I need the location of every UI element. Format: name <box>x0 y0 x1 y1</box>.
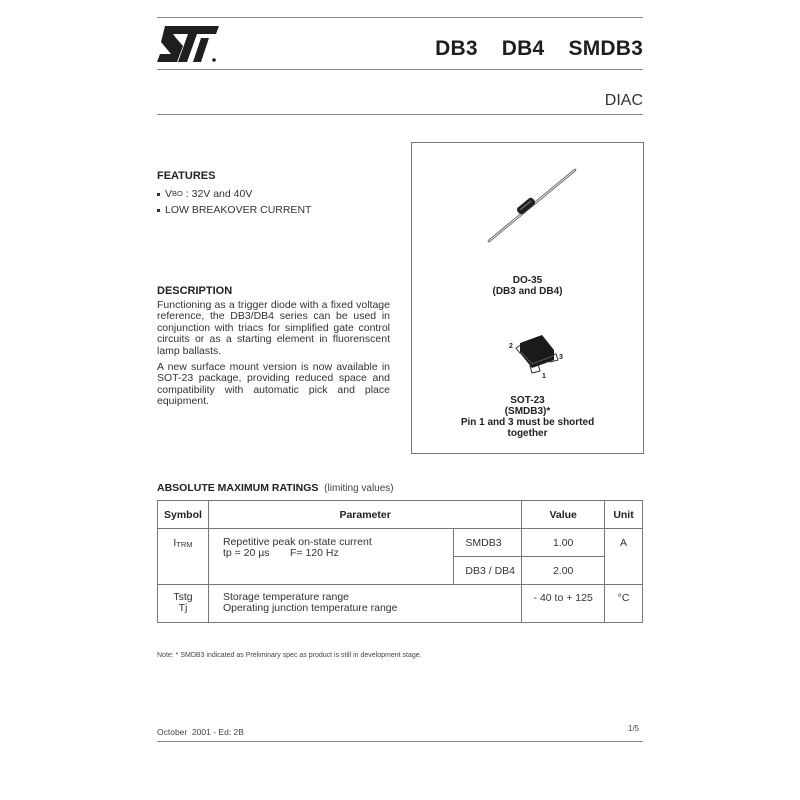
value-cell: 2.00 <box>522 557 605 585</box>
column-header-value: Value <box>522 501 605 529</box>
feature-vbo-text: : 32V and 40V <box>182 188 253 200</box>
parameter-line: tp = 20 µs F= 120 Hz <box>222 547 339 559</box>
sot23-caption-line: SOT-23 <box>510 395 545 406</box>
parameter-cell <box>208 585 521 623</box>
st-logo <box>157 24 225 64</box>
symbol-main: I <box>173 537 177 549</box>
do35-diode-icon <box>482 163 582 248</box>
features-heading: FEATURES <box>157 170 216 182</box>
preliminary-note: Note: * SMDB3 indicated as Preliminary spec as product is still in development stage. <box>157 652 422 659</box>
sot23-caption-line: together <box>507 428 548 439</box>
ratings-heading-row <box>157 482 394 494</box>
sot23-caption <box>412 395 643 439</box>
description-heading: DESCRIPTION <box>157 285 233 297</box>
table-row <box>158 585 643 623</box>
ratings-table <box>157 500 643 623</box>
bullet-icon <box>157 193 160 196</box>
unit-cell: °C <box>605 585 643 623</box>
value-cell: - 40 to + 125 <box>522 585 605 623</box>
ratings-heading: ABSOLUTE MAXIMUM RATINGS <box>157 482 319 494</box>
bullet-icon <box>157 209 160 212</box>
footer-rule <box>157 741 643 742</box>
table-row <box>158 529 643 557</box>
sot23-caption-line: (SMDB3)* <box>504 406 551 417</box>
feature-vbo-subscript: BO <box>172 189 183 198</box>
document-subtitle: DIAC <box>604 92 643 109</box>
sot23-caption-line: Pin 1 and 3 must be shorted <box>460 417 595 428</box>
st-logo-icon <box>157 24 225 64</box>
feature-text: LOW BREAKOVER CURRENT <box>165 204 312 216</box>
table-header-row <box>158 501 643 529</box>
feature-vbo-symbol: V <box>165 188 173 200</box>
pin-2-label: 2 <box>509 343 513 350</box>
do35-caption <box>412 275 643 297</box>
value-cell: 1.00 <box>522 529 605 557</box>
parameter-line: Repetitive peak on-state current <box>222 536 372 548</box>
column-header-symbol: Symbol <box>158 501 209 529</box>
sot23-package-icon <box>502 326 572 384</box>
device-cell: SMDB3 <box>454 529 522 557</box>
description-paragraph: A new surface mount version is now available in SOT-23 package, providing reduced space and compatibility with automatic pick and place equipment. <box>157 361 390 408</box>
column-header-parameter: Parameter <box>208 501 521 529</box>
description-body <box>157 300 390 413</box>
do35-caption-line: DO-35 <box>512 275 543 286</box>
parameter-line: Operating junction temperature range <box>222 602 398 614</box>
symbol-cell <box>158 529 209 585</box>
header-top-rule <box>157 17 643 18</box>
symbol-line: Tj <box>178 602 188 614</box>
footer-page-number: 1/5 <box>628 724 640 733</box>
symbol-subscript: TRM <box>176 540 193 549</box>
pin-3-label: 3 <box>559 354 563 361</box>
package-figure-box <box>411 142 644 454</box>
column-header-unit: Unit <box>605 501 643 529</box>
symbol-cell <box>158 585 209 623</box>
features-list <box>157 186 311 218</box>
parameter-line: Storage temperature range <box>222 591 350 603</box>
document-title: DB3 DB4 SMDB3 <box>435 37 643 60</box>
header-bottom-rule <box>157 114 643 115</box>
device-cell: DB3 / DB4 <box>454 557 522 585</box>
symbol-line: Tstg <box>173 591 193 603</box>
feature-item <box>157 202 311 218</box>
parameter-cell <box>208 529 453 585</box>
footer-edition: October 2001 - Ed: 2B <box>157 727 244 737</box>
header-middle-rule <box>157 69 643 70</box>
description-paragraph: Functioning as a trigger diode with a fixed voltage reference, the DB3/DB4 series can be used in conjunction with triacs for simplified gate control circuits or as a starting element in fluorenscent lamp ballasts. <box>157 299 390 357</box>
feature-item <box>157 186 311 202</box>
ratings-heading-note: (limiting values) <box>324 483 394 494</box>
unit-cell: A <box>605 529 643 585</box>
pin-1-label: 1 <box>542 373 546 380</box>
do35-caption-line: (DB3 and DB4) <box>492 286 563 297</box>
